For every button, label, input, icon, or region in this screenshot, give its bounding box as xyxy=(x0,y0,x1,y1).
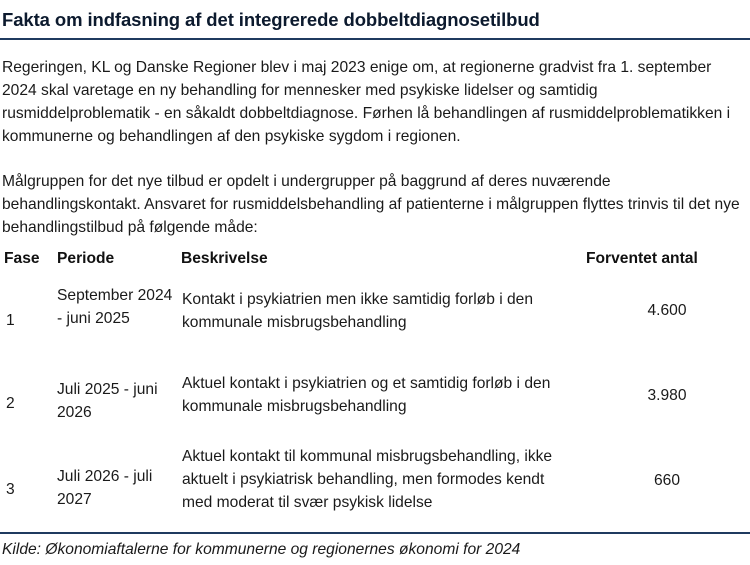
cell-fase: 1 xyxy=(6,312,15,329)
header-forventet-antal: Forventet antal xyxy=(586,250,698,267)
cell-fase: 2 xyxy=(6,395,15,412)
cell-antal: 660 xyxy=(653,472,681,489)
cell-fase: 3 xyxy=(6,481,15,498)
header-beskrivelse: Beskrivelse xyxy=(181,250,268,267)
cell-beskrivelse: Aktuel kontakt i psykiatrien og et samtidig forløb i den kommunale misbrugsbehandling xyxy=(182,375,551,415)
cell-periode: Juli 2026 - juli 2027 xyxy=(57,468,153,508)
cell-antal: 3.980 xyxy=(647,387,687,404)
page-title: Fakta om indfasning af det integrerede dobbeltdiagnosetilbud xyxy=(2,9,540,30)
cell-antal: 4.600 xyxy=(647,302,687,319)
header-fase: Fase xyxy=(4,250,40,267)
source-note: Kilde: Økonomiaftalerne for kommunerne og regionernes økonomi for 2024 xyxy=(2,541,521,558)
footer-divider xyxy=(0,532,750,534)
cell-beskrivelse: Kontakt i psykiatrien men ikke samtidig forløb i den kommunale misbrugsbehandling xyxy=(182,291,534,331)
cell-beskrivelse: Aktuel kontakt til kommunal misbrugsbehandling, ikke aktuelt i psykiatrisk behandling, men formodes kendt med moderat til svær psykisk lidelse xyxy=(182,448,553,511)
header-periode: Periode xyxy=(57,250,115,267)
cell-periode: September 2024 - juni 2025 xyxy=(57,287,173,327)
title-bar xyxy=(0,0,750,40)
cell-periode: Juli 2025 - juni 2026 xyxy=(57,381,158,421)
intro-paragraph: Regeringen, KL og Danske Regioner blev i maj 2023 enige om, at regionerne gradvist fra 1. september 2024 skal varetage en ny behandling for mennesker med psykiske lidelser og samtidig rusmiddelproblematik - en såkaldt dobbeltdiagnose. Førhen lå behandlingen af rusmiddelproblematikken i kommunerne og behandlingen af den psykiske sygdom i regionen. xyxy=(2,59,731,145)
target-group-paragraph: Målgruppen for det nye tilbud er opdelt i undergrupper på baggrund af deres nuværende behandlingskontakt. Ansvaret for rusmiddelsbehandling af patienterne i målgruppen flyttes trinvis til det nye behandlingstilbud på følgende måde: xyxy=(2,173,740,236)
